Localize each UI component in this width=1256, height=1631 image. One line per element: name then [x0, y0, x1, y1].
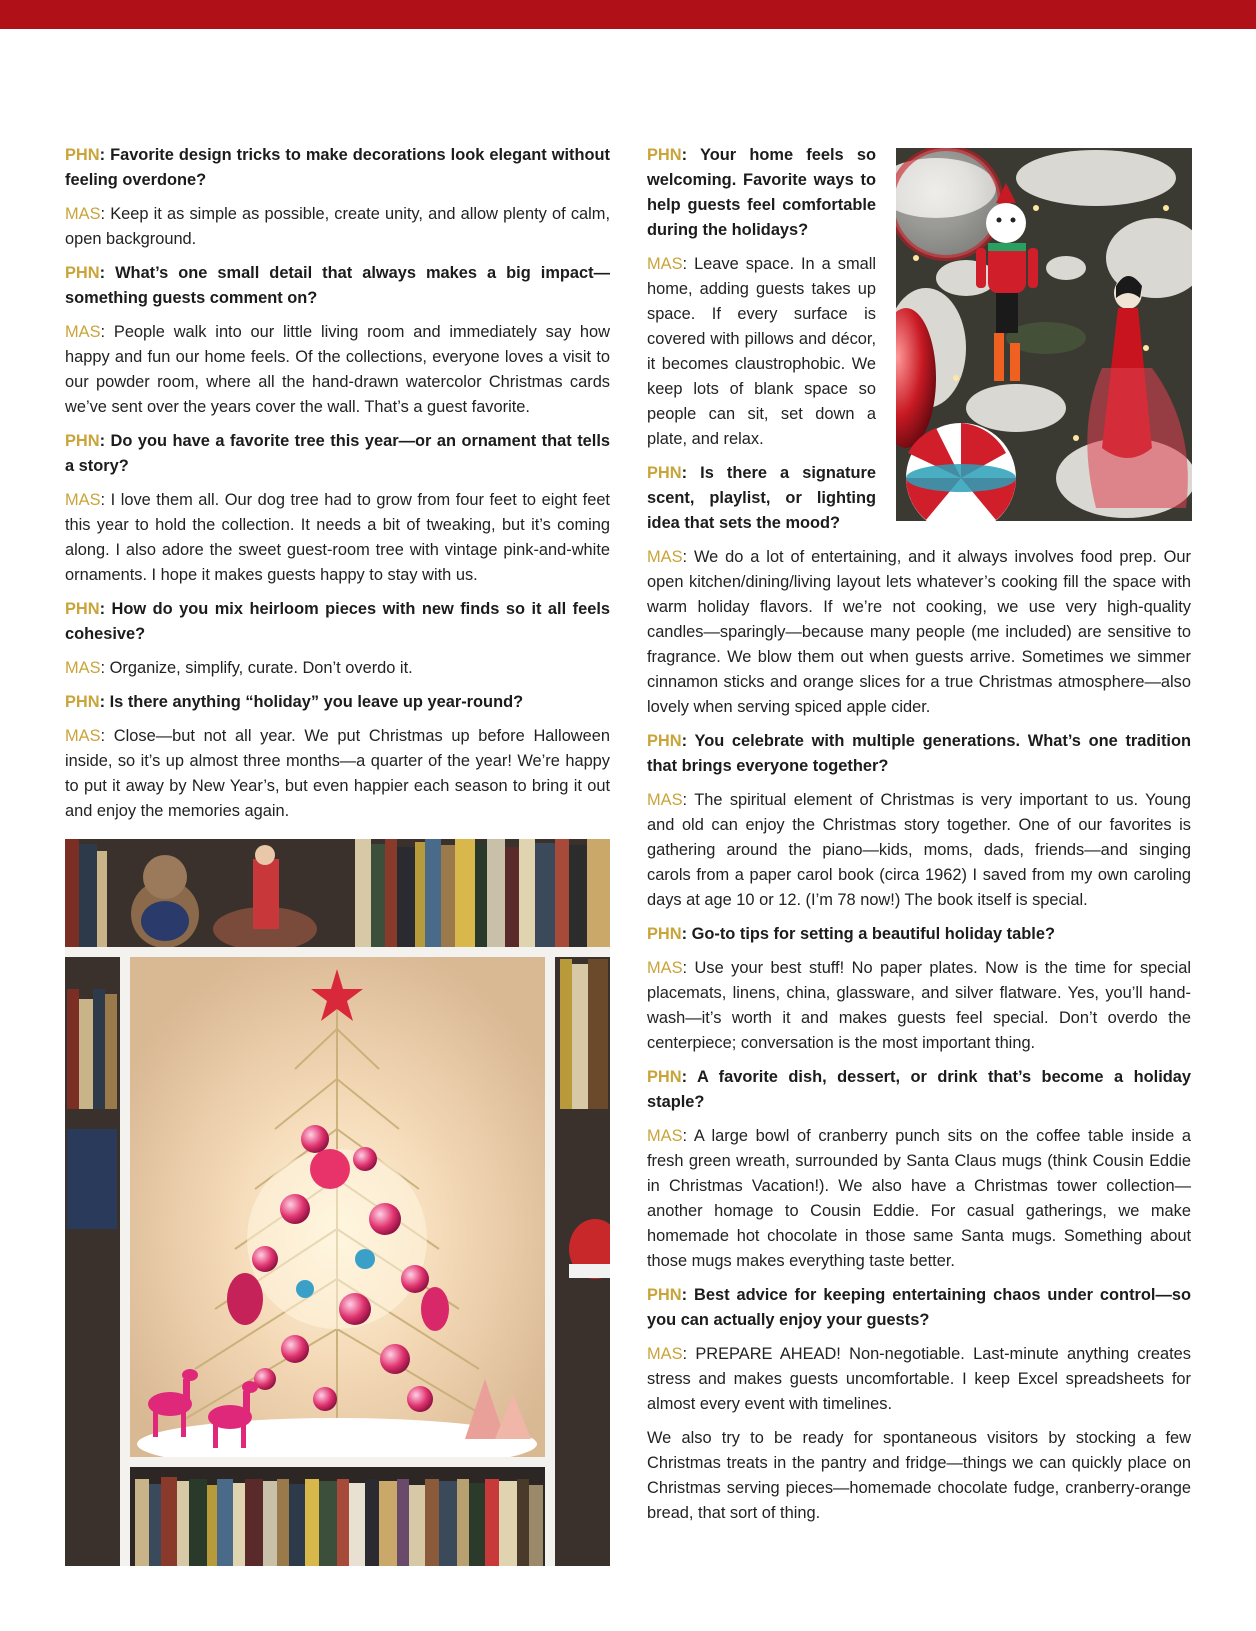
speaker-label: MAS: [65, 727, 101, 745]
speaker-label: PHN: [65, 600, 100, 618]
interview-question: [647, 729, 1191, 779]
paragraph-text: : Keep it as simple as possible, create unity, and allow plenty of calm, open background.: [65, 205, 610, 248]
speaker-label: PHN: [647, 464, 682, 482]
interview-question: [65, 143, 610, 193]
paragraph-text: : A large bowl of cranberry punch sits on the coffee table inside a fresh green wreath, surrounded by Santa Claus mugs (think Cousin Eddie in Christmas Vacation!). We also have a Christmas tower collection—another homage to Cousin Eddie. For casual gatherings, we make homemade hot chocolate in those same Santa mugs. Something about those mugs makes everything taste better.: [647, 1127, 1191, 1270]
speaker-label: MAS: [647, 255, 683, 273]
paragraph-text: : People walk into our little living room and immediately say how happy and fun our home feels. Of the collections, everyone loves a visit to our powder room, where all the hand-drawn watercolor Christmas cards we’ve sent over the years cover the wall. That’s a guest favorite.: [65, 323, 610, 416]
bookshelf-tree-photo: [65, 839, 610, 1566]
interview-question: [65, 597, 610, 647]
paragraph-text: : You celebrate with multiple generations. What’s one tradition that brings everyone together?: [647, 732, 1191, 775]
paragraph-text: : A favorite dish, dessert, or drink that’s become a holiday staple?: [647, 1068, 1191, 1111]
paragraph-text: : Do you have a favorite tree this year—or an ornament that tells a story?: [65, 432, 610, 475]
paragraph: [647, 1426, 1191, 1526]
interview-answer: [647, 956, 1191, 1056]
speaker-label: MAS: [647, 959, 683, 977]
interview-answer: [65, 724, 610, 824]
paragraph-text: : How do you mix heirloom pieces with new finds so it all feels cohesive?: [65, 600, 610, 643]
paragraph-text: : The spiritual element of Christmas is very important to us. Young and old can enjoy the Christmas story together. One of our favorites is gathering around the piano—kids, moms, dads, friends—and singing carols from a paper carol book (circa 1962) I saved from my own caroling days at age 10 or 12. (I’m 78 now!) The book itself is special.: [647, 791, 1191, 909]
speaker-label: PHN: [65, 264, 100, 282]
paragraph-text: We also try to be ready for spontaneous visitors by stocking a few Christmas treats in the pantry and fridge—things we can quickly place on Christmas serving pieces—homemade chocolate fudge, cranberry-orange bread, that sort of thing.: [647, 1429, 1191, 1522]
interview-answer: [65, 202, 610, 252]
paragraph-text: : Your home feels so welcoming. Favorite ways to help guests feel comfortable during the holidays?: [647, 146, 876, 239]
speaker-label: PHN: [647, 1068, 682, 1086]
right-wrapped-text: [647, 143, 876, 536]
speaker-label: PHN: [65, 432, 100, 450]
top-accent-bar: [0, 0, 1256, 29]
interview-answer: [647, 788, 1191, 913]
interview-answer: [647, 1342, 1191, 1417]
right-interview-text: [647, 545, 1191, 1526]
speaker-label: PHN: [647, 732, 682, 750]
paragraph-text: : Use your best stuff! No paper plates. Now is the time for special placemats, linens, china, glassware, and silver flatware. Yes, you’ll hand-wash—it’s worth it and makes guests feel special. Don’t overdo the centerpiece; conversation is the most important thing.: [647, 959, 1191, 1052]
speaker-label: MAS: [65, 491, 101, 509]
interview-answer: [65, 320, 610, 420]
speaker-label: PHN: [65, 693, 100, 711]
interview-answer: [647, 545, 1191, 720]
paragraph-text: : We do a lot of entertaining, and it always involves food prep. Our open kitchen/dining/living layout lets whatever’s cooking fill the space with warm holiday flavors. If we’re not cooking, we use very high-quality candles—sparingly—because many people (me included) are sensitive to fragrance. We blow them out when guests arrive. Sometimes we simmer cinnamon sticks and orange slices for a true Christmas atmosphere—also lovely when serving spiced apple cider.: [647, 548, 1191, 716]
interview-answer: [647, 1124, 1191, 1274]
speaker-label: PHN: [65, 146, 100, 164]
speaker-label: PHN: [647, 1286, 682, 1304]
right-column: [647, 143, 1191, 1535]
speaker-label: MAS: [65, 323, 101, 341]
paragraph-text: : Is there a signature scent, playlist, or lighting idea that sets the mood?: [647, 464, 876, 532]
paragraph-text: : Leave space. In a small home, adding guests takes up space. If every surface is covered with pillows and décor, it becomes claustrophobic. We keep lots of blank space so people can sit, set down a plate, and relax.: [647, 255, 876, 448]
interview-answer: [65, 488, 610, 588]
interview-question: [647, 1283, 1191, 1333]
paragraph-text: : I love them all. Our dog tree had to grow from four feet to eight feet this year to hold the collection. It needs a bit of tweaking, but it’s coming along. I also adore the sweet guest-room tree with vintage pink-and-white ornaments. I hope it makes guests happy to stay with us.: [65, 491, 610, 584]
interview-answer: [647, 252, 876, 452]
left-interview-text: [65, 143, 610, 824]
paragraph-text: : PREPARE AHEAD! Non-negotiable. Last-minute anything creates stress and makes guests uncomfortable. I keep Excel spreadsheets for almost every event with timelines.: [647, 1345, 1191, 1413]
speaker-label: MAS: [647, 1127, 683, 1145]
speaker-label: PHN: [647, 925, 682, 943]
interview-question: [647, 922, 1191, 947]
speaker-label: MAS: [65, 205, 101, 223]
paragraph-text: : Is there anything “holiday” you leave up year-round?: [99, 693, 524, 711]
speaker-label: MAS: [65, 659, 101, 677]
interview-question: [647, 1065, 1191, 1115]
interview-question: [65, 429, 610, 479]
paragraph-text: : Close—but not all year. We put Christmas up before Halloween inside, so it’s up almost three months—a quarter of the year! We’re happy to put it away by New Year’s, but even happier each season to bring it out and enjoy the memories again.: [65, 727, 610, 820]
paragraph-text: : Organize, simplify, curate. Don’t overdo it.: [100, 659, 413, 677]
interview-question: [647, 143, 876, 243]
speaker-label: MAS: [647, 791, 683, 809]
interview-question: [647, 461, 876, 536]
paragraph-text: : What’s one small detail that always makes a big impact—something guests comment on?: [65, 264, 610, 307]
interview-question: [65, 261, 610, 311]
paragraph-text: : Best advice for keeping entertaining chaos under control—so you can actually enjoy your guests?: [647, 1286, 1191, 1329]
interview-answer: [65, 656, 610, 681]
paragraph-text: : Go-to tips for setting a beautiful holiday table?: [681, 925, 1055, 943]
paragraph-text: : Favorite design tricks to make decorations look elegant without feeling overdone?: [65, 146, 610, 189]
speaker-label: PHN: [647, 146, 682, 164]
left-column: [65, 143, 610, 1566]
speaker-label: MAS: [647, 1345, 683, 1363]
speaker-label: MAS: [647, 548, 683, 566]
interview-question: [65, 690, 610, 715]
